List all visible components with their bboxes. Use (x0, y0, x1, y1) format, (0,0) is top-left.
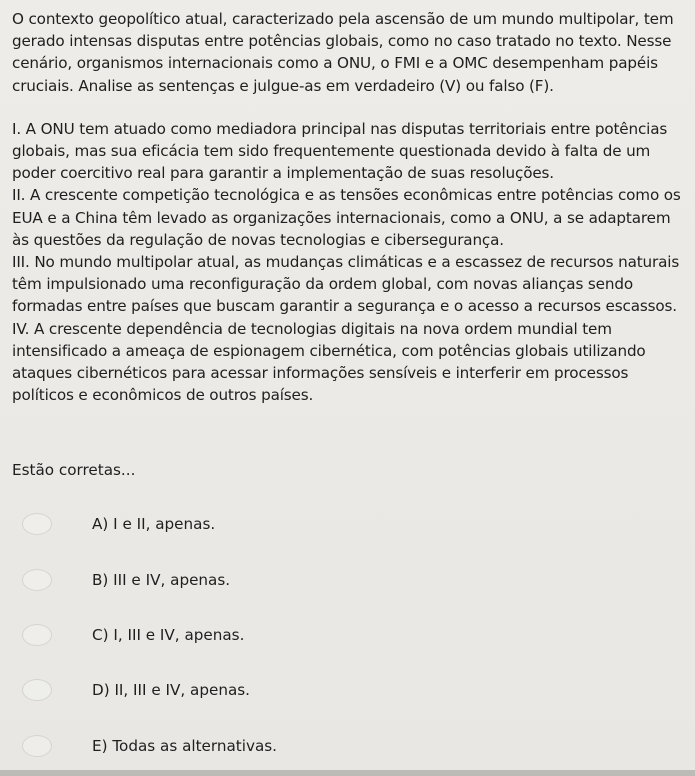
statement-ii: II. A crescente competição tecnológica e as tensões econômicas entre potências como os EUA e a China têm levado as organizações internacionais, como a ONU, a se adaptarem às questões da regulação de novas tecnologias e cibersegurança. (12, 186, 681, 249)
option-b[interactable] (22, 569, 422, 599)
option-e[interactable] (22, 735, 422, 765)
radio-circle-icon[interactable] (22, 624, 52, 646)
statements-list (12, 118, 692, 407)
option-c-label: C) I, III e IV, apenas. (92, 626, 245, 644)
option-c[interactable] (22, 624, 422, 654)
option-d-label: D) II, III e IV, apenas. (92, 681, 250, 699)
radio-circle-icon[interactable] (22, 513, 52, 535)
radio-circle-icon[interactable] (22, 679, 52, 701)
statement-iv: IV. A crescente dependência de tecnologias digitais na nova ordem mundial tem intensificado a ameaça de espionagem cibernética, com potências globais utilizando ataques cibernéticos para acessar informações sensíveis e interferir em processos políticos e econômicos de outros países. (12, 319, 646, 405)
question-text-block (12, 8, 692, 406)
option-b-label: B) III e IV, apenas. (92, 571, 231, 589)
intro-paragraph: O contexto geopolítico atual, caracterizado pela ascensão de um mundo multipolar, tem gerado intensas disputas entre potências globais, como no caso tratado no texto. Nesse cenário, organismos internacionais como a ONU, o FMI e a OMC desempenham papéis cruciais. Analise as sentenças e julgue-as em verdadeiro (V) ou falso (F). (12, 10, 674, 95)
question-prompt: Estão corretas... (12, 461, 136, 479)
radio-circle-icon[interactable] (22, 735, 52, 757)
radio-circle-icon[interactable] (22, 569, 52, 591)
option-a[interactable] (22, 513, 422, 543)
statement-iii: III. No mundo multipolar atual, as mudanças climáticas e a escassez de recursos naturais têm impulsionado uma reconfiguração da ordem global, com novas alianças sendo formadas entre países que buscam garantir a segurança e o acesso a recursos escassos. (12, 253, 680, 316)
option-a-label: A) I e II, apenas. (92, 515, 216, 533)
statement-i: I. A ONU tem atuado como mediadora principal nas disputas territoriais entre potências globais, mas sua eficácia tem sido frequentemente questionada devido à falta de um poder coercitivo real para garantir a implementação de suas resoluções. (12, 119, 668, 183)
option-d[interactable] (22, 679, 422, 709)
option-e-label: E) Todas as alternativas. (92, 737, 278, 755)
bottom-divider (0, 770, 695, 776)
